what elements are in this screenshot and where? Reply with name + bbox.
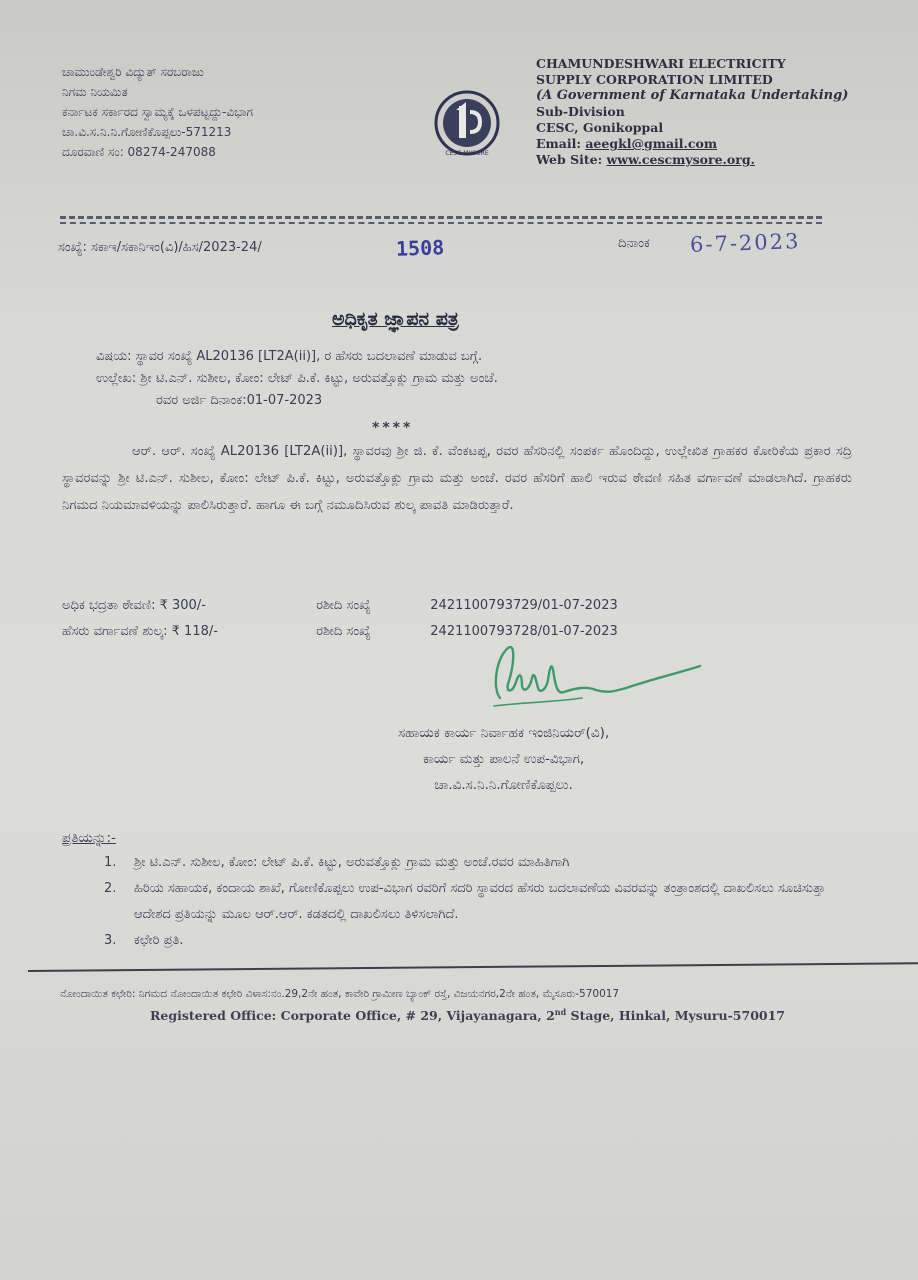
- stars-separator: ****: [372, 420, 414, 436]
- logo-caption: CESC MYSORE: [445, 150, 489, 157]
- reference-number-handwritten: 1508: [395, 235, 445, 261]
- fee-label: ಅಧಿಕ ಭದ್ರತಾ ಠೇವಣಿ: ₹ 300/-: [62, 598, 206, 613]
- list-item-text: ಕಛೇರಿ ಪ್ರತಿ.: [134, 933, 184, 948]
- header-kannada-line: ನಿಗಮ ನಿಯಮಿತ: [62, 85, 128, 99]
- subdivision-label: Sub-Division: [536, 104, 625, 119]
- org-name-line1: CHAMUNDESHWARI ELECTRICITY: [536, 56, 786, 71]
- website-link[interactable]: www.cescmysore.org.: [606, 152, 755, 167]
- org-name-line2: SUPPLY CORPORATION LIMITED: [536, 72, 773, 87]
- date-handwritten: 6-7-2023: [689, 229, 801, 257]
- signature: [486, 636, 706, 716]
- signatory-block: [398, 720, 609, 798]
- header-kannada-line: ಚಾಮುಂಡೇಶ್ವರಿ ವಿದ್ಯುತ್ ಸರಬರಾಜು: [62, 65, 204, 79]
- reference-label: ಸಂಖ್ಯೆ: ಸಕಾಇ/ಸಕಾನಿಇಂ(ವಿ)/ಹಿಸ/2023-24/: [58, 240, 262, 255]
- list-item: [104, 876, 864, 928]
- cesc-logo: [432, 88, 502, 158]
- signatory-location: ಚಾ.ವಿ.ಸ.ನಿ.ನಿ.ಗೋಣಿಕೊಪ್ಪಲು.: [434, 777, 573, 793]
- list-item-text: ಶ್ರೀ ಟಿ.ಎನ್. ಸುಶೀಲ, ಕೋಂ: ಲೇಟ್ ಪಿ.ಕೆ. ಕಿಟ್ಟು, ಅರುವತ್ತೊಕ್ಲು ಗ್ರಾಮ ಮತ್ತು ಅಂಚೆ.ರವರ ಮಾಹಿತಿಗಾಗಿ: [134, 855, 570, 870]
- document-title: ಅಧಿಕೃತ ಜ್ಞಾಪನ ಪತ್ರ: [332, 308, 459, 330]
- list-item-number: 1.: [104, 855, 117, 870]
- footer-address-part: Stage, Hinkal, Mysuru-570017: [566, 1008, 785, 1024]
- footer-english-address: [150, 1007, 785, 1023]
- application-date-line: ರವರ ಅರ್ಜಿ ದಿನಾಂಕ:01-07-2023: [156, 393, 323, 408]
- signature-graphic: [486, 636, 706, 716]
- list-item-text: ಹಿರಿಯ ಸಹಾಯಕ, ಕಂದಾಯ ಶಾಖೆ, ಗೋಣಿಕೊಪ್ಪಲು ಉಪ-ವಿಭಾಗ ರವರಿಗೆ ಸದರಿ ಸ್ಥಾವರದ ಹೆಸರು ಬದಲಾವಣೆಯ ವಿವರವನ್ನು ತಂತ್ರಾಂಶದಲ್ಲಿ ದಾಖಲಿಸಲು ಸೂಚಿಸುತ್ತಾ ಆದೇಶದ ಪ್ರತಿಯನ್ನು ಮೂಲ ಆರ್.ಆರ್. ಕಡತದಲ್ಲಿ ದಾಖಲಿಸಲು ತಿಳಿಸಲಾಗಿದೆ.: [134, 881, 826, 922]
- footer-divider: [28, 962, 918, 972]
- org-tagline: (A Government of Karnataka Undertaking): [536, 88, 849, 103]
- footer-address-sup: nd: [554, 1007, 567, 1017]
- copy-to-list: [104, 850, 864, 954]
- header-english-block: [536, 56, 848, 168]
- office-name: CESC, Gonikoppal: [536, 120, 664, 135]
- website-row: [536, 152, 848, 168]
- subject-line: ವಿಷಯ: ಸ್ಥಾವರ ಸಂಖ್ಯೆ AL20136 [LT2A(ii)], ರ ಹೆಸರು ಬದಲಾವಣೆ ಮಾಡುವ ಬಗ್ಗೆ.: [96, 349, 483, 364]
- reference-line: ಉಲ್ಲೇಖ: ಶ್ರೀ ಟಿ.ಎನ್. ಸುಶೀಲ, ಕೋಂ: ಲೇಟ್ ಪಿ.ಕೆ. ಕಿಟ್ಟು, ಅರುವತ್ತೊಕ್ಲು ಗ್ರಾಮ ಮತ್ತು ಅಂಚೆ.: [96, 371, 498, 386]
- receipt-number: 2421100793729/01-07-2023: [430, 598, 618, 613]
- fee-row: [62, 598, 618, 613]
- list-item: [104, 850, 864, 876]
- list-item-number: 3.: [104, 933, 117, 948]
- email-row: [536, 136, 848, 152]
- date-label: ದಿನಾಂಕ: [618, 236, 650, 251]
- header-kannada-block: [62, 62, 253, 162]
- cesc-logo-icon: [432, 88, 502, 158]
- website-label: Web Site:: [536, 152, 603, 167]
- receipt-label: ರಶೀದಿ ಸಂಖ್ಯೆ: [316, 598, 371, 613]
- header-separator-top: [60, 216, 822, 219]
- header-kannada-line: ಕರ್ನಾಟಕ ಸರ್ಕಾರದ ಸ್ವಾಮ್ಯಕ್ಕೆ ಒಳಪಟ್ಟದ್ದು-ವಿಭಾಗ: [62, 105, 253, 119]
- list-item: [104, 928, 864, 954]
- copy-to-heading: ಪ್ರತಿಯನ್ನು:-: [62, 830, 116, 846]
- list-item-number: 2.: [104, 881, 117, 896]
- header-kannada-line: ಚಾ.ವಿ.ಸ.ನಿ.ನಿ.ಗೋಣಿಕೊಪ್ಪಲು-571213: [62, 125, 232, 139]
- footer-kannada-address: ನೋಂದಾಯಿತ ಕಛೇರಿ: ನಿಗಮದ ನೋಂದಾಯಿತ ಕಛೇರಿ ವಿಳಾಸ:ನಂ.29,2ನೇ ಹಂತ, ಕಾವೇರಿ ಗ್ರಾಮೀಣ ಬ್ಯಾಂಕ್ ರಸ್ತೆ, ವಿಜಯನಗರ,2ನೇ ಹಂತ, ಮೈಸೂರು-570017: [60, 988, 620, 1000]
- email-link[interactable]: aeegkl@gmail.com: [585, 136, 718, 151]
- subject-block: [96, 346, 498, 412]
- signatory-designation: ಸಹಾಯಕ ಕಾರ್ಯ ನಿರ್ವಾಹಕ ಇಂಜಿನಿಯರ್(ವಿ),: [398, 725, 610, 741]
- header-separator-bottom: [60, 222, 822, 224]
- signatory-office: ಕಾರ್ಯ ಮತ್ತು ಪಾಲನೆ ಉಪ-ವಿಭಾಗ,: [423, 751, 585, 767]
- receipt-number: 2421100793728/01-07-2023: [430, 624, 618, 639]
- receipt-label: ರಶೀದಿ ಸಂಖ್ಯೆ: [316, 624, 371, 639]
- footer-address-part: Registered Office: Corporate Office, # 29, Vijayanagara, 2: [150, 1008, 555, 1024]
- fee-label: ಹೆಸರು ವರ್ಗಾವಣೆ ಶುಲ್ಕ: ₹ 118/-: [62, 624, 218, 639]
- header-kannada-line: ದೂರವಾಣಿ ಸಂ: 08274-247088: [62, 145, 216, 159]
- email-label: Email:: [536, 136, 581, 151]
- body-paragraph: ಆರ್. ಆರ್. ಸಂಖ್ಯೆ AL20136 [LT2A(ii)], ಸ್ಥಾವರವು ಶ್ರೀ ಜಿ. ಕೆ. ವೆಂಕಟಪ್ಪ, ರವರ ಹೆಸರಿನಲ್ಲಿ ಸಂಪರ್ಕ ಹೊಂದಿದ್ದು, ಉಲ್ಲೇಖಿತ ಗ್ರಾಹಕರ ಕೋರಿಕೆಯ ಪ್ರಕಾರ ಸದ್ರಿ ಸ್ಥಾವರವನ್ನು ಶ್ರೀ ಟಿ.ಎನ್. ಸುಶೀಲ, ಕೋಂ: ಲೇಟ್ ಪಿ.ಕೆ. ಕಿಟ್ಟು, ಅರುವತ್ತೊಕ್ಲು ಗ್ರಾಮ ಮತ್ತು ಅಂಚೆ. ರವರ ಹೆಸರಿಗೆ ಹಾಲಿ ಇರುವ ಠೇವಣಿ ಸಹಿತ ವರ್ಗಾವಣೆ ಮಾಡಲಾಗಿದೆ. ಗ್ರಾಹಕರು ನಿಗಮದ ನಿಯಮಾವಳಿಯನ್ನು ಪಾಲಿಸಿರುತ್ತಾರೆ. ಹಾಗೂ ಈ ಬಗ್ಗೆ ನಮೂದಿಸಿರುವ ಶುಲ್ಕ ಪಾವತಿ ಮಾಡಿರುತ್ತಾರೆ.: [62, 444, 852, 513]
